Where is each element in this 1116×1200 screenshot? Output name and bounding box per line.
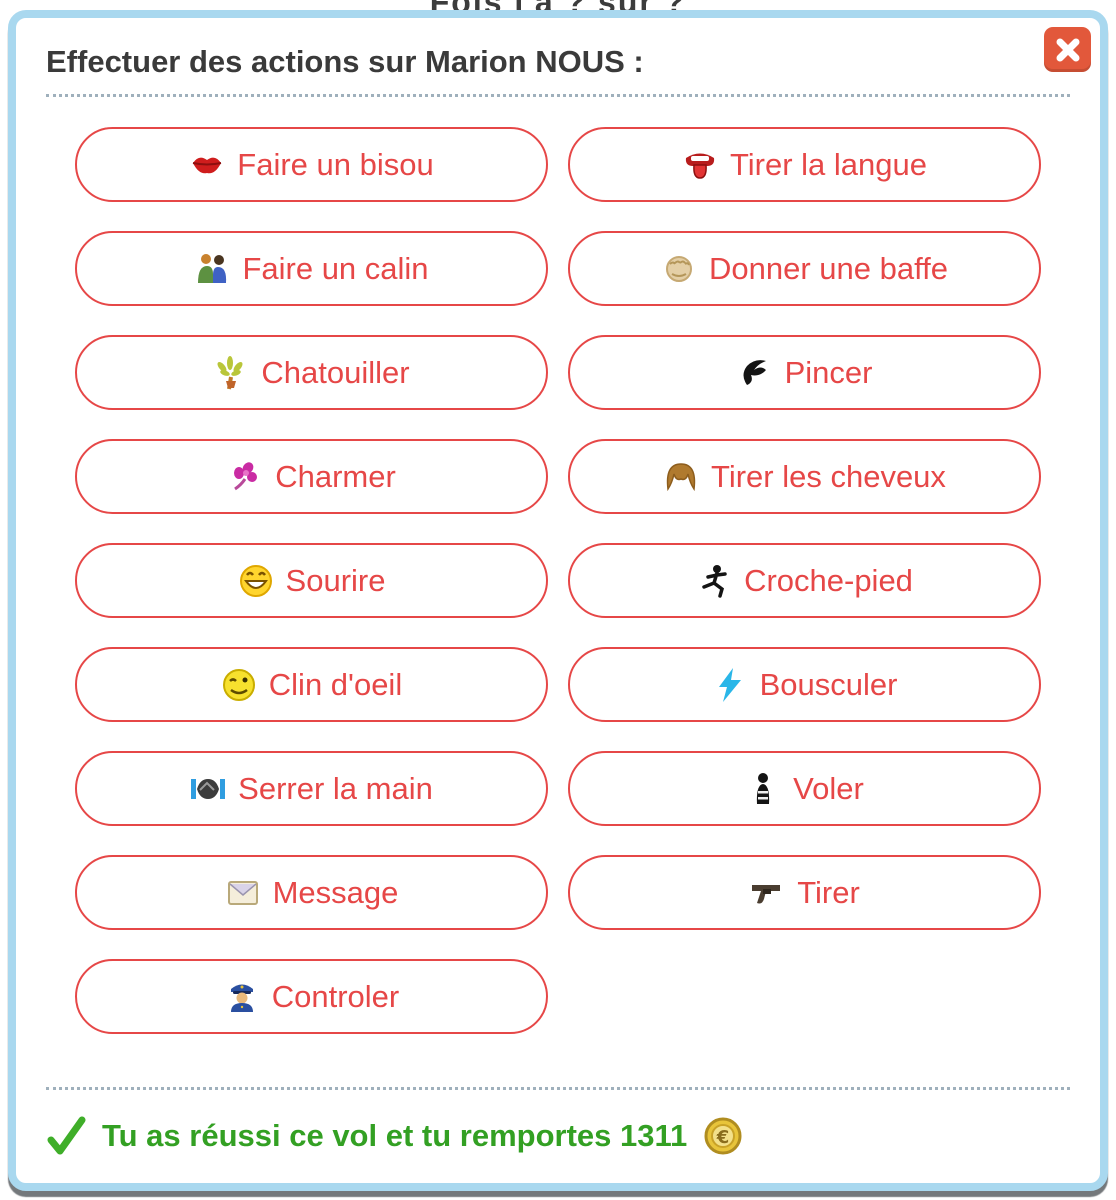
flower-icon: [227, 459, 263, 495]
action-label: Message: [272, 874, 399, 910]
gun-icon: [749, 875, 785, 911]
action-controler[interactable]: [75, 959, 548, 1034]
bottom-divider: [46, 1087, 1070, 1090]
action-tirer-les-cheveux[interactable]: [568, 439, 1041, 514]
action-sourire[interactable]: [75, 543, 548, 618]
pincer-icon: [737, 355, 773, 391]
action-label: Charmer: [275, 458, 396, 494]
action-voler[interactable]: [568, 751, 1041, 826]
action-label: Sourire: [285, 562, 386, 598]
trip-icon: [696, 563, 732, 599]
modal-title: Effectuer des actions sur Marion NOUS :: [46, 44, 644, 79]
action-label: Voler: [793, 770, 864, 806]
action-charmer[interactable]: [75, 439, 548, 514]
action-label: Tirer la langue: [729, 146, 927, 182]
action-clin-doeil[interactable]: [75, 647, 548, 722]
action-label: Croche-pied: [744, 562, 913, 598]
action-label: Controler: [271, 978, 400, 1014]
action-label: Pincer: [784, 354, 873, 390]
action-label: Faire un calin: [242, 250, 429, 286]
tongue-icon: [682, 147, 718, 183]
action-bousculer[interactable]: [568, 647, 1041, 722]
action-faire-un-calin[interactable]: [75, 231, 548, 306]
action-label: Clin d'oeil: [268, 666, 403, 702]
action-tirer[interactable]: [568, 855, 1041, 930]
envelope-icon: [225, 875, 261, 911]
actions-modal: [8, 10, 1108, 1191]
actions-grid: [75, 127, 1041, 1034]
handshake-icon: [190, 771, 226, 807]
wink-icon: [221, 667, 257, 703]
action-donner-une-baffe[interactable]: [568, 231, 1041, 306]
action-croche-pied[interactable]: [568, 543, 1041, 618]
fist-icon: [661, 251, 697, 287]
hug-icon: [194, 251, 230, 287]
action-label: Tirer: [797, 874, 860, 910]
action-label: Bousculer: [759, 666, 898, 702]
close-button[interactable]: [1044, 27, 1091, 72]
top-divider: [46, 94, 1070, 97]
action-label: Serrer la main: [238, 770, 433, 806]
action-label: Chatouiller: [261, 354, 410, 390]
kiss-icon: [189, 147, 225, 183]
action-label: Donner une baffe: [708, 250, 948, 286]
feather-icon: [213, 355, 249, 391]
action-label: Faire un bisou: [237, 146, 434, 182]
close-icon: [1055, 37, 1081, 63]
thief-icon: [745, 771, 781, 807]
action-message[interactable]: [75, 855, 548, 930]
action-label: Tirer les cheveux: [711, 458, 946, 494]
svg-text:€: €: [716, 1127, 730, 1148]
action-pincer[interactable]: [568, 335, 1041, 410]
wig-icon: [663, 459, 699, 495]
action-tirer-la-langue[interactable]: [568, 127, 1041, 202]
euro-coin-icon: [703, 1116, 743, 1156]
action-faire-un-bisou[interactable]: [75, 127, 548, 202]
action-serrer-la-main[interactable]: [75, 751, 548, 826]
result-message: [46, 1116, 1070, 1156]
grin-icon: [238, 563, 274, 599]
lightning-icon: [712, 667, 748, 703]
police-icon: [224, 979, 260, 1015]
action-chatouiller[interactable]: [75, 335, 548, 410]
page-behind-text: [0, 0, 1116, 10]
check-icon: [46, 1116, 86, 1156]
result-text: Tu as réussi ce vol et tu remportes 1311: [102, 1118, 688, 1153]
